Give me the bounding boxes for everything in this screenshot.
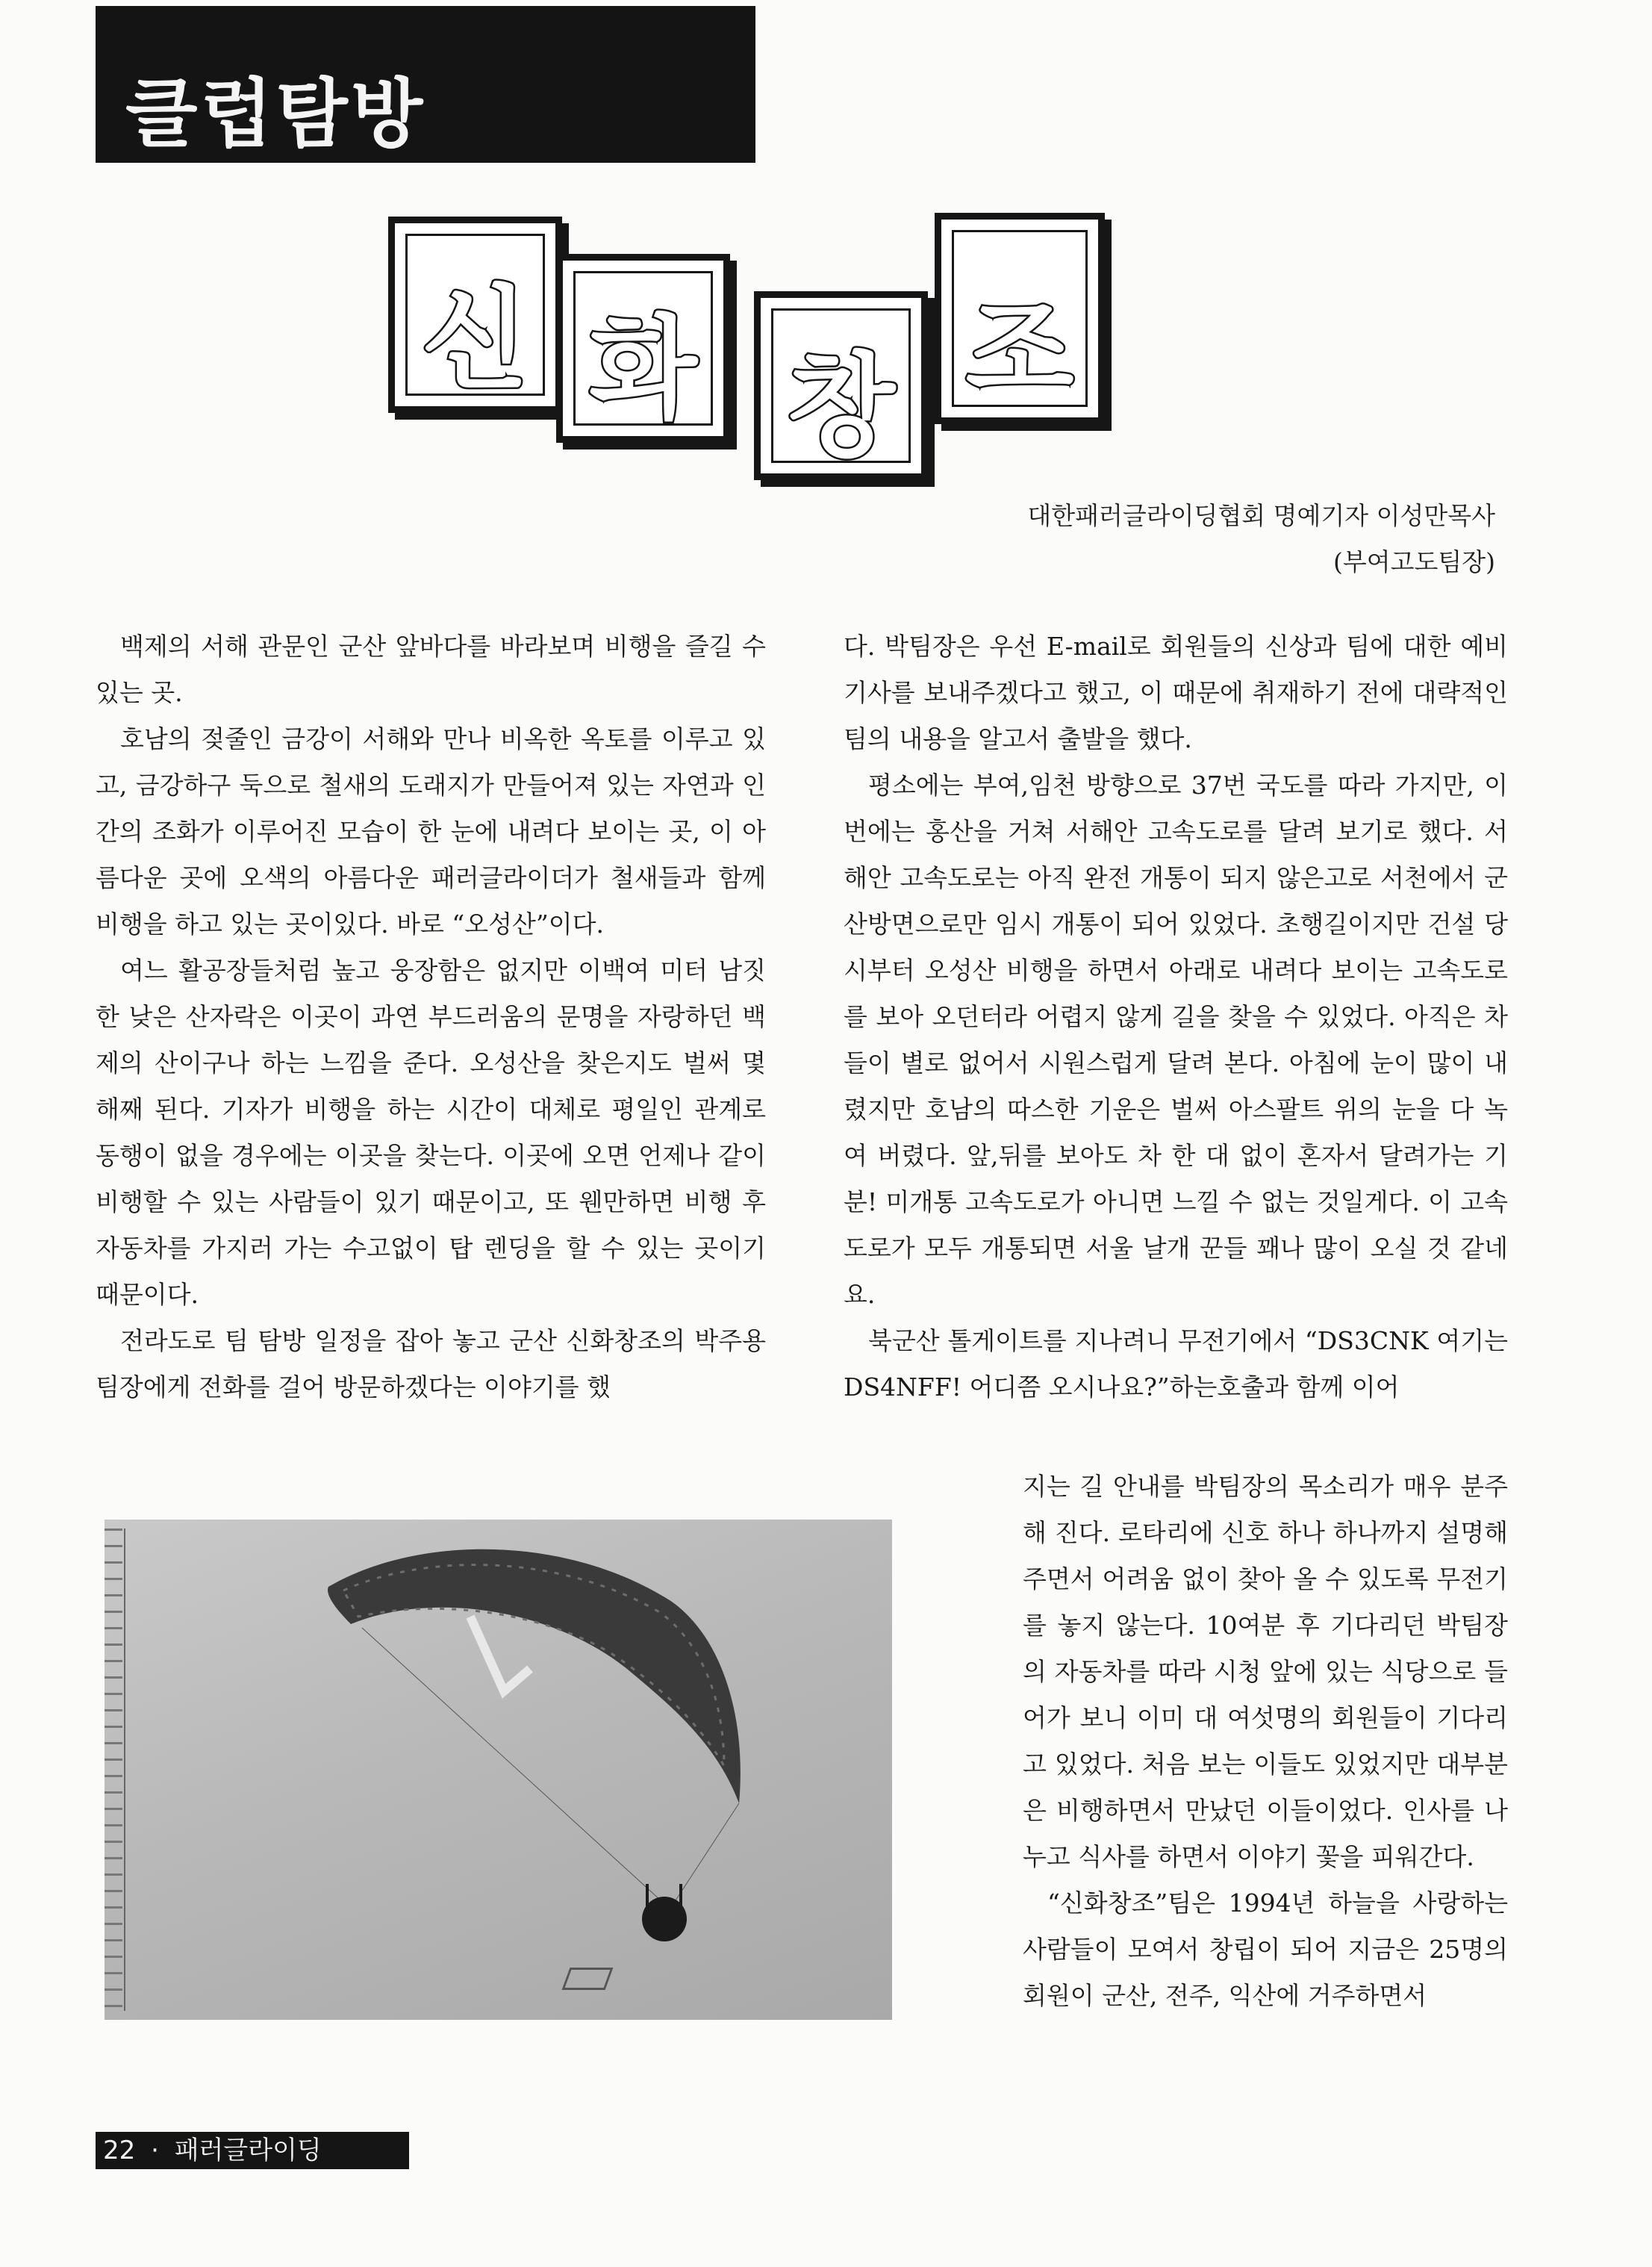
- paragraph: 북군산 톨게이트를 지나려니 무전기에서 “DS3CNK 여기는 DS4NFF! 어디쯤 오시나요?”하는호출과 함께 이어: [844, 1326, 1508, 1402]
- title-char-2: 화: [589, 305, 697, 435]
- paragraph: 전라도로 팀 탐방 일정을 잡아 놓고 군산 신화창조의 박주용 팀장에게 전화를 걸어 방문하겠다는 이야기를 했: [96, 1326, 766, 1402]
- title-box-4: [935, 213, 1105, 424]
- paragraph: “신화창조”팀은 1994년 하늘을 사랑하는 사람들이 모여서 창립이 되어 지금은 25명의 회원이 군산, 전주, 익산에 거주하면서: [1023, 1888, 1508, 2010]
- paragraph: 백제의 서해 관문인 군산 앞바다를 바라보며 비행을 즐길 수 있는 곳.: [96, 632, 766, 707]
- paragraph: 호남의 젖줄인 금강이 서해와 만나 비옥한 옥토를 이루고 있고, 금강하구 둑으로 철새의 도래지가 만들어져 있는 자연과 인간의 조화가 이루어진 모습이 한 눈에 내려다 보이는 곳, 이 아름다운 곳에 오색의 아름다운 패러글라이더가 철새들과 함께 비행을 하고 있는 곳이있다. 바로 “오성산”이다.: [96, 724, 766, 939]
- page-footer: [96, 2132, 409, 2169]
- section-label: 클럽탐방: [125, 70, 426, 158]
- paraglider-canopy: [105, 1520, 892, 2020]
- magazine-name: 패러글라이딩: [174, 2136, 322, 2165]
- paragraph: 평소에는 부여,임천 방향으로 37번 국도를 따라 가지만, 이번에는 홍산을 거쳐 서해안 고속도로를 달려 보기로 했다. 서해안 고속도로는 아직 완전 개통이 되지 않은고로 서천에서 군산방면으로만 임시 개통이 되어 있었다. 초행길이지만 건설 당시부터 오성산 비행을 하면서 아래로 내려다 보이는 고속도로를 보아 오던터라 어렵지 않게 길을 찾을 수 있었다. 아직은 차들이 별로 없어서 시원스럽게 달려 본다. 아침에 눈이 많이 내렸지만 호남의 따스한 기운은 벌써 아스팔트 위의 눈을 다 녹여 버렸다. 앞,뒤를 보아도 차 한 대 없이 혼자서 달려가는 기분! 미개통 고속도로가 아니면 느낄 수 없는 것일게다. 이 고속도로가 모두 개통되면 서울 날개 꾼들 꽤나 많이 오실 것 같네요.: [844, 771, 1508, 1309]
- title-char-4: 조: [965, 286, 1074, 416]
- title-box-2: [556, 254, 730, 443]
- paraglider-photo: [105, 1520, 892, 2020]
- paragraph: 다. 박팀장은 우선 E-mail로 회원들의 신상과 팀에 대한 예비기사를 보내주겠다고 했고, 이 때문에 취재하기 전에 대략적인 팀의 내용을 알고서 출발을 했다.: [844, 632, 1508, 753]
- byline-affiliation: (부여고도팀장): [1332, 547, 1495, 576]
- paragraph: 지는 길 안내를 박팀장의 목소리가 매우 분주해 진다. 로타리에 신호 하나 하나까지 설명해 주면서 어려움 없이 찾아 올 수 있도록 무전기를 놓지 않는다. 10여분 후 기다리던 박팀장의 자동차를 따라 시청 앞에 있는 식당으로 들어가 보니 이미 대 여섯명의 회원들이 기다리고 있었다. 처음 보는 이들도 있었지만 대부분은 비행하면서 만났던 이들이었다. 인사를 나누고 식사를 하면서 이야기 꽃을 피워간다.: [1023, 1472, 1508, 1871]
- page-number: 22: [103, 2136, 136, 2165]
- byline-author: 대한패러글라이딩협회 명예기자 이성만목사: [1027, 501, 1495, 530]
- title-box-3: [754, 291, 928, 480]
- article-column-left: [96, 623, 766, 1411]
- footer-separator: ·: [151, 2136, 159, 2165]
- section-header: [96, 6, 755, 163]
- ground-marker: [562, 1968, 614, 1990]
- article-column-right-narrow: [1023, 1464, 1508, 2019]
- title-char-3: 창: [787, 342, 895, 472]
- paragraph: 여느 활공장들처럼 높고 웅장함은 없지만 이백여 미터 남짓한 낮은 산자락은 이곳이 과연 부드러움의 문명을 자랑하던 백제의 산이구나 하는 느낌을 준다. 오성산을 찾은지도 벌써 몇 해째 된다. 기자가 비행을 하는 시간이 대체로 평일인 관계로 동행이 없을 경우에는 이곳을 찾는다. 이곳에 오면 언제나 같이 비행할 수 있는 사람들이 있기 때문이고, 또 웬만하면 비행 후 자동차를 가지러 가는 수고없이 탑 렌딩을 할 수 있는 곳이기 때문이다.: [96, 956, 766, 1309]
- club-title: [388, 213, 1105, 489]
- title-char-1: 신: [421, 275, 529, 405]
- author-byline: [1027, 493, 1495, 585]
- title-box-1: [388, 217, 562, 413]
- pilot-silhouette: [642, 1897, 687, 1941]
- article-column-right: [844, 623, 1508, 1411]
